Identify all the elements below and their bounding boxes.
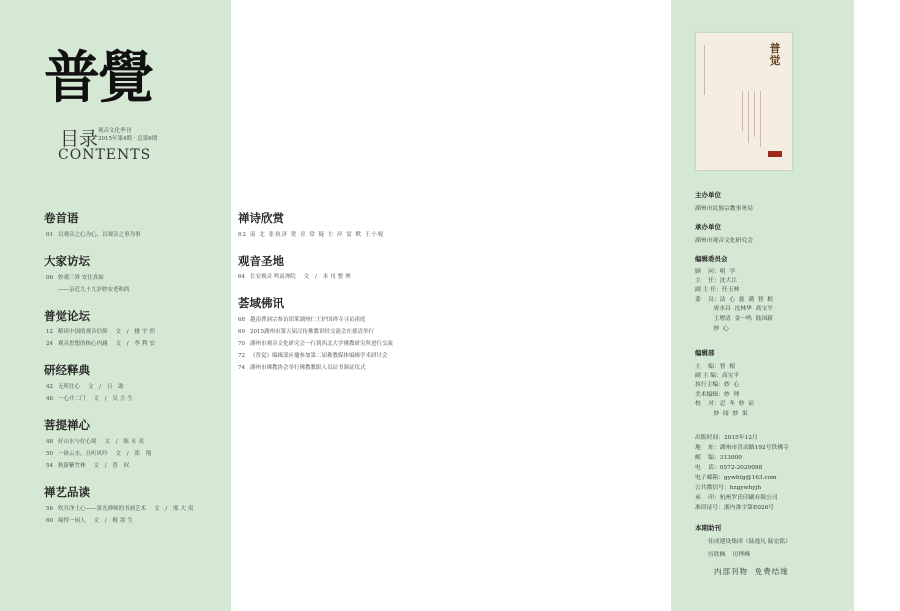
cover-thumbnail [696, 33, 792, 170]
section-title: 观音圣地 [238, 254, 284, 268]
dept-label: 编辑部 [695, 349, 715, 357]
committee-line: 王增清 金一鸣 陆国新 [695, 316, 773, 322]
undertake-value: 湖州市观音文化研究会 [695, 238, 753, 244]
article-author: 文 / 郑 翔 [115, 451, 154, 457]
page-number: 12 [46, 329, 53, 335]
article-title: 秋游紫竹林 [58, 463, 86, 469]
toc-item[interactable] [46, 394, 135, 402]
section-title: 荟域佛讯 [238, 296, 284, 310]
page-number: 72 [238, 353, 245, 359]
contents-title: CONTENTS [58, 147, 152, 163]
toc-item[interactable] [46, 285, 130, 293]
dept-line: 美术编辑：妙 理 [695, 392, 740, 398]
dept-line: 执行主编：妙 心 [695, 382, 740, 388]
toc-item[interactable] [238, 363, 366, 371]
section-title: 研经释典 [44, 363, 90, 377]
article-title: 湖州市佛教协会举行佛教教职人员证书颁证仪式 [250, 365, 366, 371]
toc-item[interactable] [46, 273, 104, 281]
toc-item[interactable] [46, 327, 157, 335]
host-label: 主办单位 [695, 191, 721, 199]
committee-line: 委 员：法 心 慈 满 智 根 [695, 297, 773, 303]
article-title: 2015湖州市第五届汉传佛教讲经交流会在德清举行 [250, 329, 374, 335]
page-number: 48 [46, 439, 53, 445]
issue-line-2: 2015年第4期 · 总第6期 [98, 136, 158, 142]
article-author: 文 / 本刊整理 [303, 274, 353, 280]
toc-item[interactable] [238, 351, 388, 359]
section-title: 菩提禅心 [44, 418, 90, 432]
article-title: 略谈中国的观音信仰 [58, 329, 108, 335]
cover-title: 普觉 [769, 42, 781, 67]
committee-label: 编辑委员会 [695, 255, 728, 263]
middle-panel [231, 0, 671, 611]
publish-line: 地 址：湖州市青动路192号铁佛寺 [695, 445, 789, 451]
cover-text-column [754, 91, 755, 137]
publish-line: 电 话：0572-2020098 [695, 465, 763, 471]
article-title: 长安观音 鸣南禅院 [250, 274, 296, 280]
article-title: 南 北 张执济 贺 青 常 疑 左 岸 雷 默 王小妮 [250, 232, 385, 238]
article-title: 缘得一闲人 [58, 518, 86, 524]
page-number: 62 [238, 232, 247, 238]
section-title: 普觉论坛 [44, 309, 90, 323]
toc-item[interactable] [46, 449, 153, 457]
toc-item[interactable] [46, 504, 195, 512]
page-number: 06 [46, 275, 53, 281]
support-line: 佳成建设集团（陆逸凡 陆宏铭） [708, 539, 791, 545]
dept-line: 妙 闻 妙 果 [695, 411, 748, 417]
toc-item[interactable] [238, 272, 353, 280]
article-title: 妙观三界 安住真如 [58, 275, 104, 281]
section-title: 大家访坛 [44, 254, 90, 268]
article-title: 好山水与好心境 [58, 439, 97, 445]
article-author: 文 / 邢大夷 [154, 506, 196, 512]
toc-item[interactable] [238, 327, 374, 335]
article-title: 湖州市观音文化研究会一行到西北大学佛教研究所进行交流 [250, 341, 394, 347]
toc-title: 目录 [60, 128, 99, 150]
page-number: 42 [46, 384, 53, 390]
cover-text-column [760, 91, 761, 147]
page-number: 24 [46, 341, 53, 347]
article-title: 一心开二门 [58, 396, 86, 402]
dept-line: 副 主 编：高宝平 [695, 373, 740, 379]
cover-red-band [768, 151, 782, 157]
publish-line: 公共微信号：hzgywhyjh [695, 485, 762, 491]
committee-line: 顾 问：明 学 [695, 269, 736, 275]
article-author: 文 / 吴言生 [93, 396, 135, 402]
toc-item[interactable] [46, 461, 131, 469]
article-title: 观音思想的核心内涵 [58, 341, 108, 347]
page-number: 64 [238, 274, 245, 280]
article-title: 越南曹洞宗参访团莱湖州仁王护国禅寺寻访祖庭 [250, 317, 366, 323]
support-line: 厉欣枫 厉烨峰 [708, 552, 751, 558]
article-title: ——亲近九十九岁妙安老和尚 [58, 287, 130, 293]
page-number: 01 [46, 232, 53, 238]
article-author: 文 / 楼宇烈 [115, 329, 157, 335]
page-number: 70 [238, 341, 245, 347]
toc-item[interactable] [46, 437, 146, 445]
article-author: 文 / 普 权 [93, 463, 132, 469]
toc-item[interactable] [238, 339, 393, 347]
cover-text-column [742, 91, 743, 131]
support-label: 本期助刊 [695, 524, 721, 532]
section-title: 禅艺品读 [44, 485, 90, 499]
page-number: 46 [46, 396, 53, 402]
article-author: 文 / 李利安 [115, 341, 157, 347]
publish-line: 电子邮箱：gywhtg@163.com [695, 475, 777, 481]
committee-line: 唐水昌 沈林华 高宝平 [695, 306, 773, 312]
issue-info [98, 127, 157, 143]
page-number: 54 [46, 463, 53, 469]
undertake-label: 承办单位 [695, 223, 721, 231]
toc-item[interactable] [46, 230, 141, 238]
dept-line: 主 编：智 根 [695, 364, 736, 370]
dept-line: 校 对：忍 冬 妙 证 [695, 401, 755, 407]
page-number: 69 [238, 329, 245, 335]
toc-item[interactable] [238, 315, 366, 323]
page-number: 60 [46, 518, 53, 524]
page-number: 56 [46, 506, 53, 512]
committee-line: 妙 心 [695, 326, 729, 332]
issue-line-1: 观音文化季刊 [98, 128, 132, 134]
toc-item[interactable] [46, 339, 157, 347]
toc-item[interactable] [46, 382, 126, 390]
page-number: 68 [238, 317, 245, 323]
page-number: 50 [46, 451, 53, 457]
publish-line: 准印证号：浙内准字第E026号 [695, 505, 775, 511]
cover-text-column [748, 91, 749, 143]
publish-line: 承 印：杭州罗氏印刷有限公司 [695, 495, 778, 501]
publish-line: 邮 编：313000 [695, 455, 742, 461]
article-author: 文 / 陈永夷 [104, 439, 146, 445]
page-number: 74 [238, 365, 245, 371]
article-title: 吹开净土心——果光禅师的书画艺术 [58, 506, 147, 512]
cover-decoration [704, 45, 709, 95]
article-title: 无所住心 [58, 384, 81, 390]
section-title: 禅诗欣赏 [238, 211, 284, 225]
article-title: 以观音之心为心，以观音之事为事 [58, 232, 141, 238]
committee-line: 副 主 任：任玉林 [695, 287, 740, 293]
article-author: 文 / 日 助 [88, 384, 126, 390]
article-title: 一钵云水，且听风吟 [58, 451, 108, 457]
article-author: 文 / 梅墨生 [93, 518, 135, 524]
host-value: 湖州市民族宗教事务局 [695, 206, 753, 212]
page-edge [854, 0, 900, 611]
magazine-logo: 普覺 [44, 45, 152, 111]
publish-line: 出版时间：2015年12月 [695, 435, 758, 441]
toc-item[interactable] [238, 230, 384, 238]
toc-item[interactable] [46, 516, 135, 524]
committee-line: 主 任：沈大江 [695, 278, 738, 284]
article-title: 《普觉》编辑部应邀参加第二届佛教媒体编辑学术研讨会 [250, 353, 388, 359]
section-title: 卷首语 [44, 211, 79, 225]
free-distribution-note: 内部刊物 免费结缘 [714, 567, 789, 576]
